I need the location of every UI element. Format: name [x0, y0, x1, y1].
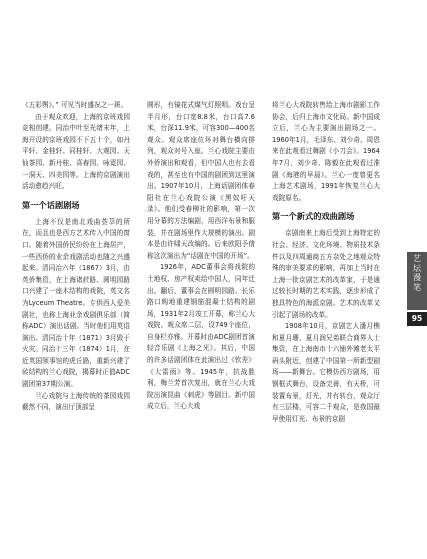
side-tab-char: 艺	[413, 254, 421, 263]
side-tab-char: 笔	[413, 282, 421, 292]
paragraph: 《五彩舆》。” 可见当时盛况之一斑。	[22, 101, 128, 109]
paragraph: 京剧南来上海后受到上海特定的社会、经济、文化环境、物质技术条件以及四周通商五方杂处之地观众特殊的审美要求的影响，再加上当时在上海一批京剧艺术的改革家，于是通过较长时期的艺术实践，逐步形成了独具特色的海派京剧。艺术的改革又引起了剧场的改革。	[272, 229, 380, 319]
paragraph: 1908年10月，京剧艺人潘月樵和夏月珊、夏月润兄弟联合商界人士集资，在上海南市十六铺外滩老太平码头附近，创建了中国第一所新型剧场——新舞台。它模仿西方剧场，用钢框式舞台，设备完善，有天桥，可装置布景，灯光，并有转台，观众厅有三层楼，可容二千观众，是我国最早使用灯光、布景的京剧	[272, 322, 380, 423]
section-side-tab	[407, 252, 427, 310]
side-tab-char: 坛	[413, 263, 421, 273]
side-tab-char: 漫	[413, 273, 421, 282]
paragraph: 圆形，有镜花式煤气灯照明。戏台呈半月形，台口宽8.8米，台口高7.6米，台深11.9米，可容300—400名观众。观众席座位环对舞台横向排列，观众对号入座。兰心戏院主要由外侨演出和观看，但中国人也有去看戏的，甚至也有中国的剧团到这里演出。1907年10月，上海话剧团体春阳社在兰心戏院公演《黑奴吁天录》。他们受春柳社的影响，第一次用分幕的方法编剧，用西洋布景和服装，并在剧场里作大规模的演出。剧本是由许啸天改编的。后来欧阳予倩称这次演出为“话剧在中国的开场”。	[147, 101, 255, 260]
section-heading: 第一个新式的戏曲剧场	[272, 211, 355, 222]
paragraph: 1926年，ADC董事会将戏院的土地权、房产权卖给中国人，同年迁出。翻后，董事会在圆明园路、长乐路口购地重建钢筋混凝土结构的剧场，1931年2月竣工开幕，称兰心大戏院。观众席二层，设749个座位，自身栏亦雅。开幕时由ADC剧团首演轻音乐剧《上海之光》。其后，中国的许多话剧团体在此演出过《钦差》《大雷雨》等。1945年，抗战胜利，梅兰芳首次复出，就在兰心大戏院出演昆曲《刺虎》等剧目。新中国成立后，兰心大戏	[147, 263, 255, 411]
paragraph: 由于观众欢迎，上海的京班戏园竞相创建。同治中叶至光绪末年，上海开设的京班戏园不下五十个，如丹平轩、金桂轩、同桂轩、大观园、天仙茶园、新丹桂、喜春园、咏霓园、一洞天、四美园等。上海的京剧演出活动愈趋兴旺。	[22, 112, 130, 191]
paragraph: 上海不仅是南北戏曲荟萃的所在，而且也是西方艺术传入中国的窗口。随着外国侨民纷纷在上海居产，一些西侨的业余戏剧活动也随之兴盛起来。清同治六年（1867）3月，由英侨集资，在上海诸荭路、圆明园路口兴建了一座木结构的戏院，英文名为Lyceum Theatre。专供西人爱美剧社，也称上海业余戏剧俱乐部（简称ADC）演出话剧。当时他们用英语演出。清同治十年（1871）3月毁于火灾。同治十三年（1874）1月，在近英国领事馆的虎丘路，重新兴建了砖结构的兰心戏院，揭幕时正值ADC剧团第37期公演。	[22, 217, 130, 389]
text-column-1	[22, 100, 130, 414]
text-column-3	[272, 100, 380, 425]
page-number: 95	[407, 312, 427, 326]
paragraph: 将兰心大戏院转售给上海市剧影工作协会，后归上海市文化局。新中国成立后，兰心为主要演出剧场之一。1960年1月，毛泽东、刘少奇、周恩来在此观看过舞剧《小刀会》。1964年7月，刘少奇、陈毅在此观看过准剧《海港的早晨》。兰心一度曾更名上海艺术剧场，1991年恢复兰心大戏院原名。	[272, 101, 380, 202]
section-heading: 第一个话剧剧场	[22, 199, 80, 210]
paragraph: 兰心戏院与上海传统的茶园戏园截然不同，演出厅顶部呈	[22, 391, 130, 412]
text-column-2	[147, 100, 255, 413]
